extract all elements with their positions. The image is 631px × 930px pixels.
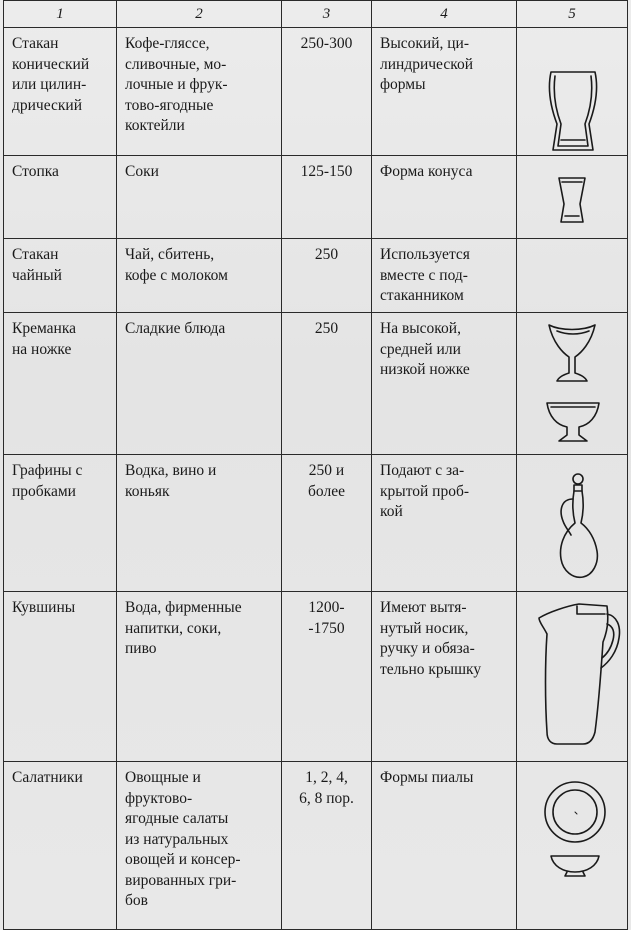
table-row — [4, 156, 628, 239]
column-4-header: 4 — [372, 1, 517, 28]
note-line: крытой проб- — [380, 482, 470, 500]
item-name-cell — [4, 313, 117, 455]
item-name-line: Салатники — [12, 769, 83, 786]
usage-line: ягодные салаты — [125, 810, 229, 827]
usage-cell — [117, 762, 282, 930]
volume-line: 250 и — [308, 462, 345, 479]
item-name-line: Стопка — [12, 163, 59, 180]
volume-line: 1, 2, 4, — [305, 769, 348, 786]
volume-line: 6, 8 пор. — [299, 789, 354, 807]
usage-cell — [117, 156, 282, 239]
usage-line: кофе с молоком — [125, 266, 228, 284]
volume-cell — [282, 455, 372, 592]
item-name-cell — [4, 239, 117, 313]
tall-glass-icon — [517, 28, 625, 154]
usage-cell — [117, 28, 282, 156]
item-name-line: пробками — [12, 482, 76, 500]
item-name-cell — [4, 28, 117, 156]
note-line: нутый носик, — [380, 619, 469, 637]
illustration-cell — [517, 592, 628, 762]
note-cell — [372, 762, 517, 930]
note-line: низкой ножке — [380, 361, 470, 378]
note-line: Высокий, ци- — [380, 35, 470, 52]
item-name-cell — [4, 592, 117, 762]
volume-line: 250-300 — [300, 35, 353, 52]
illustration-cell — [517, 455, 628, 592]
note-cell — [372, 28, 517, 156]
note-line: Форма конуса — [380, 163, 473, 180]
note-line: Подают с за- — [380, 462, 465, 479]
illustration-cell — [517, 313, 628, 455]
usage-line: фруктово- — [125, 789, 193, 807]
item-name-line: Стакан — [12, 246, 59, 263]
usage-cell — [117, 592, 282, 762]
note-line: кой — [380, 503, 403, 520]
note-cell — [372, 592, 517, 762]
jug-icon — [517, 592, 625, 760]
volume-line: 250 — [314, 246, 339, 263]
header-row — [4, 1, 628, 28]
column-5-header: 5 — [517, 1, 628, 28]
note-line: стаканником — [380, 287, 464, 304]
item-name-line: конический — [12, 55, 90, 73]
usage-line: коньяк — [125, 482, 170, 500]
item-name-line: Стакан — [12, 35, 59, 52]
usage-cell — [117, 455, 282, 592]
illustration-cell — [517, 239, 628, 313]
usage-line: овощей и консер- — [125, 851, 241, 868]
item-name-cell — [4, 762, 117, 930]
item-name-line: Креманка — [12, 320, 77, 337]
item-name-line: дрический — [12, 96, 82, 114]
note-line: средней или — [380, 340, 461, 358]
usage-line: Вода, фирменные — [125, 599, 242, 616]
item-name-line: на ножке — [12, 340, 72, 358]
note-cell — [372, 239, 517, 313]
usage-cell — [117, 313, 282, 455]
note-line: На высокой, — [380, 320, 461, 337]
volume-cell — [282, 239, 372, 313]
item-name-line: чайный — [12, 266, 62, 284]
volume-cell — [282, 592, 372, 762]
note-line: Имеют вытя- — [380, 599, 467, 616]
usage-cell — [117, 239, 282, 313]
usage-line: Чай, сбитень, — [125, 246, 215, 263]
note-line: ручку и обяза- — [380, 640, 475, 657]
usage-line: пиво — [125, 640, 157, 657]
illustration-cell — [517, 28, 628, 156]
usage-line: коктейли — [125, 117, 185, 134]
usage-line: Соки — [125, 163, 159, 180]
usage-line: тово-ягодные — [125, 96, 214, 114]
column-1-header: 1 — [4, 1, 117, 28]
volume-line: 125-150 — [300, 163, 353, 180]
item-name-line: Кувшины — [12, 599, 76, 616]
table-row — [4, 455, 628, 592]
usage-line: напитки, соки, — [125, 619, 222, 637]
column-3-header: 3 — [282, 1, 372, 28]
table-row — [4, 239, 628, 313]
usage-line: сливочные, мо- — [125, 55, 227, 73]
usage-line: Овощные и — [125, 769, 201, 786]
table-row — [4, 313, 628, 455]
note-line: формы — [380, 76, 426, 93]
usage-line: из натуральных — [125, 830, 229, 848]
volume-cell — [282, 156, 372, 239]
note-line: Формы пиалы — [380, 769, 474, 786]
table-row — [4, 28, 628, 156]
volume-line: более — [308, 482, 345, 500]
table-row — [4, 592, 628, 762]
illustration-cell — [517, 762, 628, 930]
decanter-icon — [517, 455, 625, 590]
item-name-cell — [4, 455, 117, 592]
usage-line: Водка, вино и — [125, 462, 217, 479]
note-line: вместе с под- — [380, 266, 468, 284]
usage-line: бов — [125, 892, 148, 909]
note-cell — [372, 156, 517, 239]
column-2-header: 2 — [117, 1, 282, 28]
volume-cell — [282, 313, 372, 455]
volume-line: -1750 — [308, 619, 345, 637]
note-line: тельно крышку — [380, 660, 482, 678]
usage-line: Сладкие блюда — [125, 320, 226, 337]
volume-cell — [282, 762, 372, 930]
tableware-table — [3, 0, 628, 930]
salad-bowl-side-icon — [517, 850, 625, 890]
volume-line: 1200- — [308, 599, 345, 616]
usage-line: лочные и фрук- — [125, 76, 228, 93]
volume-line: 250 — [314, 320, 339, 337]
item-name-line: Графины с — [12, 462, 83, 479]
note-cell — [372, 313, 517, 455]
usage-line: вированных гри- — [125, 871, 237, 889]
illustration-cell — [517, 156, 628, 239]
usage-line: Кофе-гляссе, — [125, 35, 210, 52]
note-line: линдрической — [380, 55, 473, 73]
salad-bowl-top-icon — [517, 762, 625, 928]
note-cell — [372, 455, 517, 592]
shot-glass-icon — [517, 156, 625, 237]
table-row — [4, 762, 628, 930]
item-name-cell — [4, 156, 117, 239]
low-creamer-icon — [517, 395, 625, 455]
item-name-line: или цилин- — [12, 76, 87, 93]
volume-cell — [282, 28, 372, 156]
note-line: Используется — [380, 246, 470, 263]
